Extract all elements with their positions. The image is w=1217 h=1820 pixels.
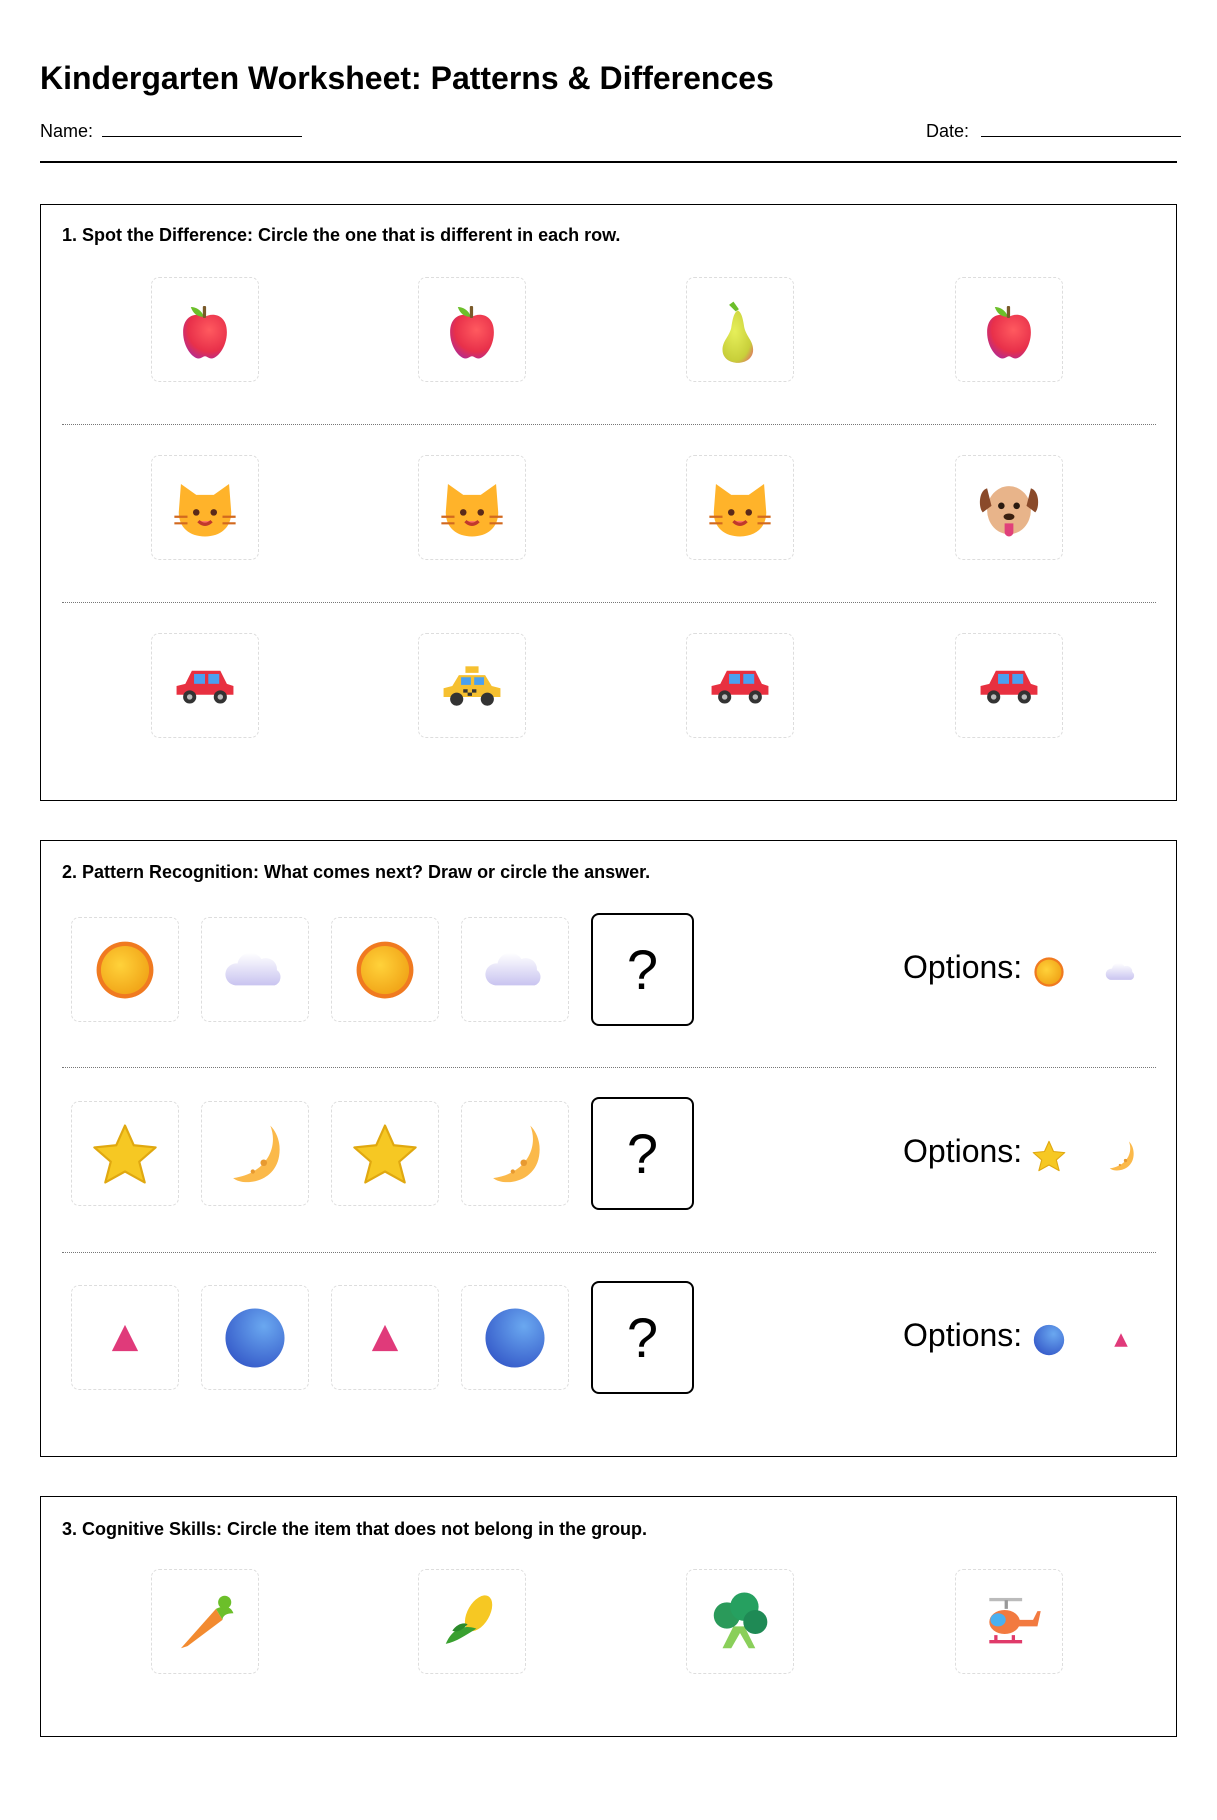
taxi-icon [437,651,507,721]
cloud-icon [220,935,290,1005]
item-card-cloud[interactable] [461,917,569,1022]
car-icon [974,651,1044,721]
star-icon [350,1119,420,1189]
item-card-star[interactable] [331,1101,439,1206]
moon-icon [1103,1138,1139,1174]
moon-icon [480,1119,550,1189]
apple-icon [974,295,1044,365]
date-label: Date: [926,121,970,141]
section-heading: 2. Pattern Recognition: What comes next? Draw or circle the answer. [62,862,651,882]
option-cloud[interactable] [1103,954,1139,990]
section-cognitive-skills [40,1496,1177,1737]
item-card-moon[interactable] [461,1101,569,1206]
apple-icon [170,295,240,365]
item-card-apple[interactable] [151,277,259,382]
triangle-icon [350,1303,420,1373]
item-card-star[interactable] [71,1101,179,1206]
item-card-triangle[interactable] [71,1285,179,1390]
carrot-icon [170,1587,240,1657]
item-card-car[interactable] [955,633,1063,738]
item-card-apple[interactable] [955,277,1063,382]
corn-icon [437,1587,507,1657]
triangle-icon [90,1303,160,1373]
cloud-icon [1103,954,1139,990]
item-card-corn[interactable] [418,1569,526,1674]
option-circle[interactable] [1031,1322,1067,1358]
answer-box[interactable]: ? [591,913,694,1026]
item-card-sun[interactable] [331,917,439,1022]
triangle-icon [1103,1322,1139,1358]
pear-icon [705,295,775,365]
name-label: Name: [40,121,94,141]
sun-icon [90,935,160,1005]
date-line[interactable] [981,136,1181,137]
row-divider [62,424,1156,425]
header-divider [40,161,1177,163]
sun-icon [1031,954,1067,990]
item-card-apple[interactable] [418,277,526,382]
options-label: Options: [903,949,1023,985]
section-heading: 3. Cognitive Skills: Circle the item that does not belong in the group. [62,1519,648,1539]
section-spot-difference [40,204,1177,801]
item-card-carrot[interactable] [151,1569,259,1674]
section-heading: 1. Spot the Difference: Circle the one that is different in each row. [62,225,621,245]
item-card-sun[interactable] [71,917,179,1022]
item-card-circle[interactable] [201,1285,309,1390]
item-card-car[interactable] [686,633,794,738]
moon-icon [220,1119,290,1189]
item-card-triangle[interactable] [331,1285,439,1390]
cloud-icon [480,935,550,1005]
item-card-dog[interactable] [955,455,1063,560]
circle-icon [1031,1322,1067,1358]
options-label: Options: [903,1133,1023,1169]
cat-icon [170,473,240,543]
cat-icon [705,473,775,543]
item-card-taxi[interactable] [418,633,526,738]
item-card-helicopter[interactable] [955,1569,1063,1674]
row-divider [62,1067,1156,1068]
broccoli-icon [705,1587,775,1657]
name-line[interactable] [102,136,302,137]
row-divider [62,1252,1156,1253]
dog-icon [974,473,1044,543]
sun-icon [350,935,420,1005]
answer-box[interactable]: ? [591,1281,694,1394]
item-card-cat[interactable] [418,455,526,560]
item-card-cloud[interactable] [201,917,309,1022]
circle-icon [480,1303,550,1373]
option-sun[interactable] [1031,954,1067,990]
item-card-pear[interactable] [686,277,794,382]
circle-icon [220,1303,290,1373]
worksheet-title: Kindergarten Worksheet: Patterns & Differences [40,60,774,96]
options-label: Options: [903,1317,1023,1353]
answer-box[interactable]: ? [591,1097,694,1210]
option-star[interactable] [1031,1138,1067,1174]
star-icon [1031,1138,1067,1174]
item-card-moon[interactable] [201,1101,309,1206]
item-card-cat[interactable] [686,455,794,560]
helicopter-icon [974,1587,1044,1657]
option-triangle[interactable] [1103,1322,1139,1358]
row-divider [62,602,1156,603]
item-card-car[interactable] [151,633,259,738]
item-card-circle[interactable] [461,1285,569,1390]
star-icon [90,1119,160,1189]
car-icon [170,651,240,721]
car-icon [705,651,775,721]
cat-icon [437,473,507,543]
item-card-broccoli[interactable] [686,1569,794,1674]
item-card-cat[interactable] [151,455,259,560]
apple-icon [437,295,507,365]
section-pattern-recognition [40,840,1177,1457]
option-moon[interactable] [1103,1138,1139,1174]
